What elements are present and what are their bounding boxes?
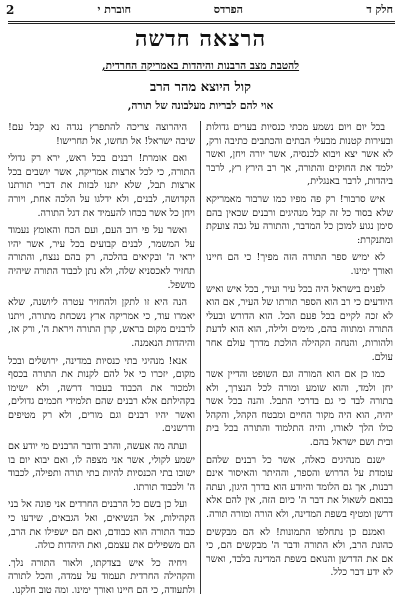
column-paragraph: כמו כן אם הוא המורה וגם השופט והדיין אשר יחן ולמד, והוא שומע ומורה לכל הנצרך, ולא בתורה לבד כי גם בדרכי התבל. והנה בכל אשר יהיה, הוא היה מקור החיים ומבטח הקהל, והקהל כולו הלך לאורו, והיה התלמוד והתורה בכל בית ובית ושם ישראל בהם. — [206, 369, 393, 449]
column-paragraph: לפנים בישראל היה בכל עיר ועיר, בכל איש ואיש היודעים כי רב הוא הספר תורתו של העיר, אם הוא לא זכה לקיים בכל פעם הכל. הוא הדורש ובעלי התורה ומתווה בהם, מימים ולילה, הוא הוא לדעת ולהורות, והנחה הקהילה הולכת מדרך עולם אחר עולם. — [206, 283, 393, 363]
column-paragraph: לא ימיש ספר התורה הזה מפיך! כי הם חיינו ואורך ימינו. — [206, 252, 393, 277]
section-label: הפרדס — [213, 3, 243, 16]
column-divider — [200, 121, 201, 594]
column-paragraph: ואמנם כן נתחלפו התמונות! לא הם מבקשים כהונת הרב, ולא התורה ודבר ה' מבקשים הם, כי אם את הדרשן והנואם בשפת המדינה בלבד, ואשר לא ידע דבר כלל. — [206, 526, 393, 579]
column-paragraph: ויחיה כל איש בצדקתו, ולאור התורה נלך. והקהילה החרדית תעמוד על עמדה, והכל לתורה ולתעודה, כי הם חיינו ואורך ימינו. ומה טוב חלקנו. — [8, 557, 195, 596]
column-paragraph: היהרוצה צריכה להתפרץ נגדה נא קבל עם! שיבה ישראל! אל תחשו, אל תחרישו! — [8, 122, 195, 147]
column-paragraph: בכל יום ויום נשמע מכתי כנסיות בערים גדולות ובעירות קטנות מבעלי הבתים והכתבים כתיבה ורק, לא אשר יצא ויבוא לכנסיה, אשר יורה ויחן, ואשר ילמד את החוקים והתורה, אך רב הירץ רץ, לרבר ביהדות, לרבר באנגלית, — [206, 122, 393, 188]
column-paragraph: הנה היא זו לתקן ולהחזיר עטרה ליושנה, שלא יאמרו עוד, כי אמריקה ארץ נשכחת מתורה, ויתנו לרבנים מקום בראש, קרן התורה ויראת ה', ורק אז, והיהדות הנאמנה. — [8, 297, 195, 349]
right-column — [206, 121, 393, 596]
column-paragraph: איש סרבור! רק פה מפיו כמו שרבור מאמריקא שלא בסוד כל זה קבל מנהיגים ורבנים שכאין בהם סימן נגוע למוכן כל המדבר, והתורה על גבה צועקת ומתנקרת: — [206, 193, 393, 246]
left-column — [8, 121, 195, 596]
issue-label: חוברת י — [97, 3, 131, 16]
column-paragraph: ועל כן בשם כל הרבנים החרדים אני פונה אל בני הקהילות, אל הנשיאים, ואל הגבאים, שידעו כי כבוד התורה הוא כבודם, ואם הם ישפילו את הרב, הם משפילים את עצמם, ואת היהדות כולה. — [8, 499, 195, 552]
article-subtitle: להטבת מצב הרבנות והיהדות באמריקה החרדית, — [101, 60, 300, 72]
article-subtitle-2: אוי להם לבריות מעלבונה של תורה, — [127, 100, 274, 112]
header-rule — [8, 21, 395, 22]
page-header — [6, 3, 393, 19]
article-title: הרצאה חדשה — [134, 26, 267, 52]
volume-label: חלק ד — [366, 3, 393, 16]
column-paragraph: ועתה מה אעשה, והרב ודובר הרבנים מי יודע אם ישמע לקולי, אשר אני מצפה לו, ואם יבוא יום בו ישובו בתי הכנסיות להיות בתי תורה ותפילה, לכבוד ה' ולכבוד תורתו. — [8, 441, 195, 493]
header-rule-double — [8, 23, 395, 24]
column-paragraph: ואשר על פי רוב העם, ועם הכח והאומץ נעמוד על המשמר, לבנים קבועים בכל עיר, אשר יהיו יראי ה' ובקיאים בהלכה, רק בהם ננצח, והתורה תחזיר לאכסניא שלה, ולא נתן לכבוד התורה שיהיה מושפל. — [8, 225, 195, 291]
column-paragraph: ישנם מנהיגים כאלה, אשר כל רבנים שלהם עומדת על הדרוש והספר, וההיתר והאיסור אינם רבנות, אך גם הלומד והיודע הוא בדרך היגון, ועתה בבואם לשאול את דבר ה' כיום הזה, אין להם אלא דרשן ומטיף בשפת המדינה, ולא הורה ומורה תורה. — [206, 454, 393, 521]
article-speaker: קול היוצא מהר הרב — [149, 80, 251, 95]
column-paragraph: אנא! מנהיגי בתי כנסיות במדינה, ירושלים ובכל מקום, יזכרו כי אל להם לקנות את התורה בכסף ולמכור את הכבוד בעבור דרשה, ולא ישימו בקהילתם אלא רבנים שהם תלמידי חכמים גדולים, ואשר יהיו רבנים וגם מורים, ולא רק מטיפים ודרשנים. — [8, 355, 195, 435]
column-paragraph: ואם אומרת! רבנים בכל ראש, ירא רק גדולי התורה, כי לכל ארצות אמריקה, אשר יושבים בכל ארצות תבל, שלא יתנו לבזות את דברי תורתנו הקדושה, לבנים, ולא ידלגו על הלכה אחת, ויורה ויחן כל אשר בכחו להעמיד את דגל התורה. — [8, 153, 195, 219]
page-number: 2 — [6, 3, 15, 17]
